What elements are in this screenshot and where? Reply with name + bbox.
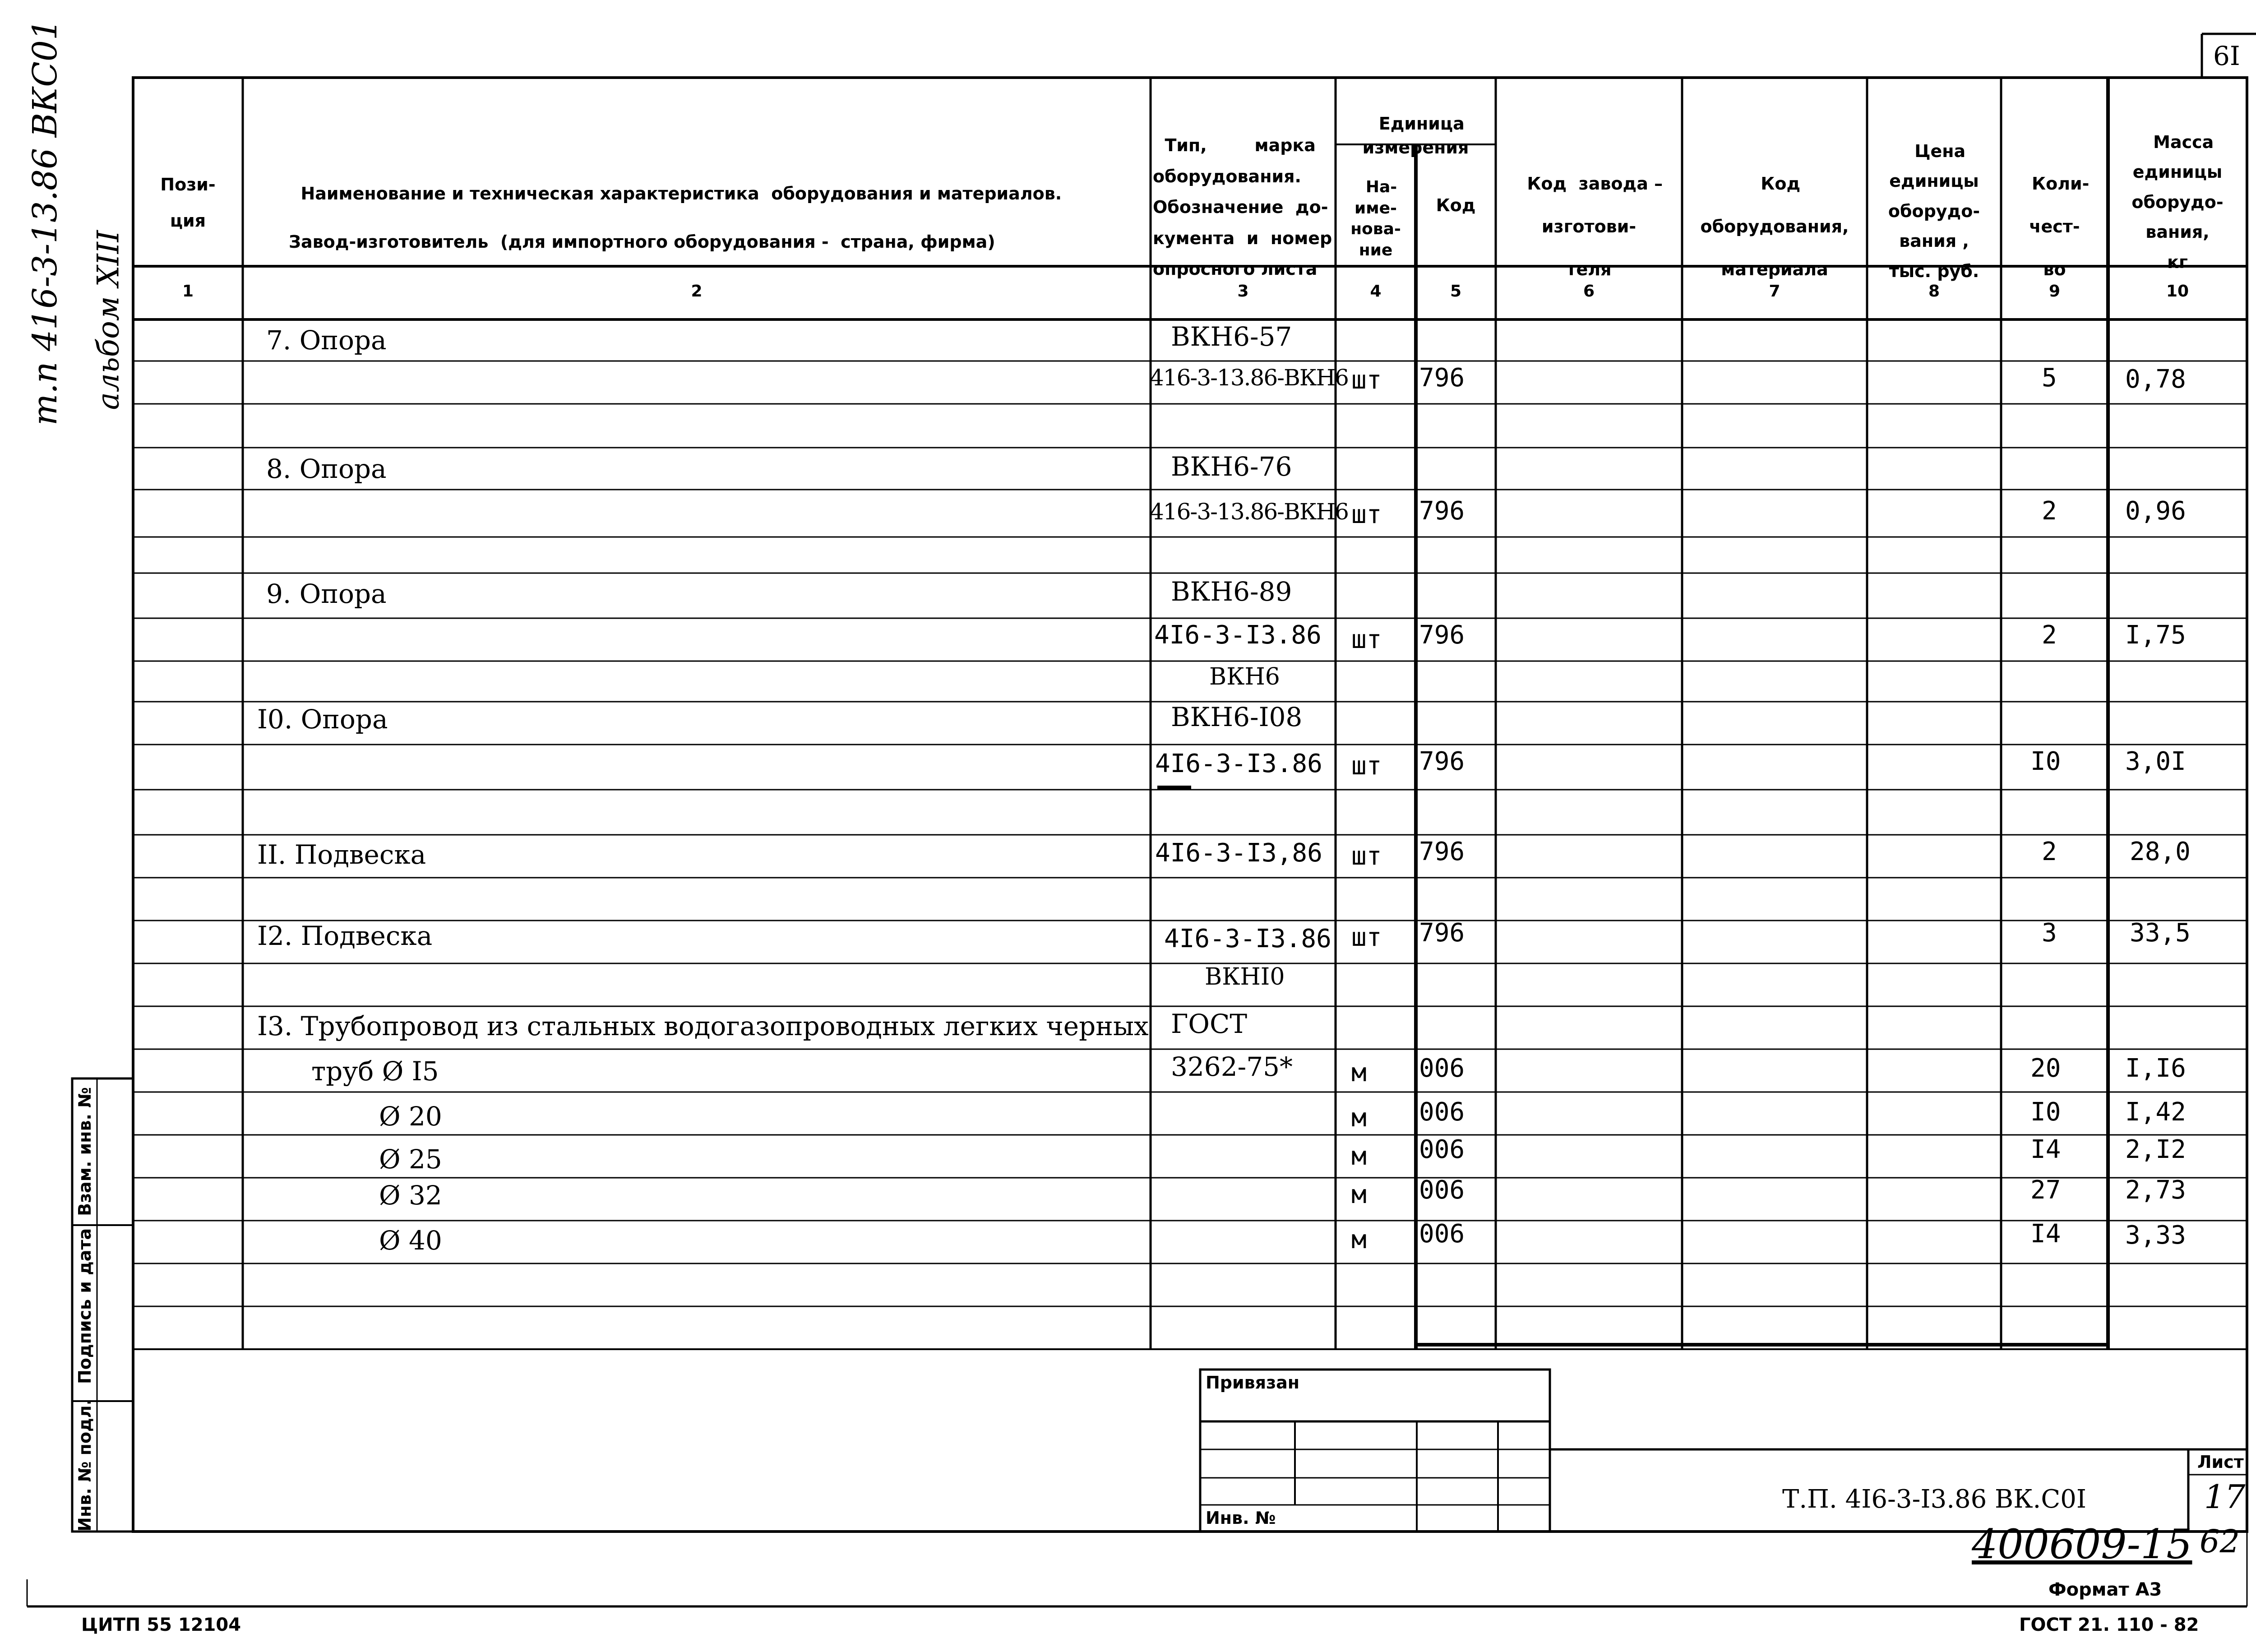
row-unit: шт — [1351, 500, 1382, 529]
row-type: 416-3-13.86-ВКН6 — [1150, 365, 1348, 391]
row-name: I3. Трубопровод из стальных водогазопроводных легких черных — [257, 1011, 1149, 1041]
handwritten-archive-code: 400609-15 — [1972, 1521, 2192, 1568]
row-name: Ø 25 — [379, 1144, 442, 1175]
header-col-3: Тип, марка оборудования. Обозначение до- кумента и номер опросного листа — [1153, 135, 1332, 279]
row-unit: шт — [1351, 842, 1382, 871]
side-label-podpis: Подпись и дата — [75, 1228, 95, 1384]
row-code: 796 — [1419, 496, 1465, 526]
row-mass: I,I6 — [2125, 1054, 2186, 1083]
row-name: Ø 20 — [379, 1101, 442, 1132]
row-name: I0. Опора — [257, 704, 388, 735]
row-code: 796 — [1419, 918, 1465, 948]
row-unit: м — [1351, 1180, 1367, 1209]
row-code: 006 — [1419, 1054, 1465, 1083]
row-name: 9. Опора — [266, 578, 387, 609]
colnum-4: 4 — [1370, 282, 1382, 301]
footer-format: Формат А3 — [2048, 1579, 2162, 1600]
row-mass: 33,5 — [2130, 918, 2191, 948]
row-qty: 2 — [2042, 837, 2057, 866]
row-name: 7. Опора — [266, 325, 387, 356]
row-unit: шт — [1351, 366, 1382, 395]
row-qty: 3 — [2042, 918, 2057, 948]
header-col-6: Код завода – изготови- теля — [1527, 174, 1663, 279]
stamp-list-label: Лист — [2197, 1452, 2244, 1472]
colnum-5: 5 — [1450, 282, 1462, 301]
row-type: ВКНI0 — [1205, 963, 1285, 990]
side-handwritten-project: т.п 416-3-13.86 ВКС01 — [26, 19, 65, 426]
row-qty: 2 — [2042, 496, 2057, 526]
row-type: 4I6-3-I3.86 — [1155, 749, 1322, 778]
row-qty: I0 — [2030, 747, 2061, 776]
row-name: Ø 40 — [379, 1225, 442, 1256]
row-name: II. Подвеска — [257, 839, 426, 870]
row-type: 4I6-3-I3.86 — [1154, 620, 1322, 650]
row-mass: I,42 — [2125, 1097, 2186, 1127]
row-mass: 0,96 — [2125, 496, 2186, 526]
row-type: 416-3-13.86-ВКН6 — [1150, 499, 1348, 525]
footer-gost: ГОСТ 21. 110 - 82 — [2019, 1615, 2199, 1635]
handwritten-page: 62 — [2200, 1523, 2240, 1560]
side-handwritten-album: альбом XIII — [91, 230, 126, 410]
row-name: 8. Опора — [266, 453, 387, 484]
row-name: Ø 32 — [379, 1180, 442, 1211]
header-col-2: Наименование и техническая характеристика оборудования и материалов. Завод-изготовитель (для импортного оборудования - страна, фирма) — [289, 184, 1062, 252]
row-unit: м — [1351, 1103, 1367, 1133]
row-name: труб Ø I5 — [311, 1056, 439, 1087]
row-type: ВКН6-I08 — [1171, 702, 1303, 732]
header-col-10: Масса единицы оборудо- вания, кг — [2131, 132, 2224, 272]
row-type: ВКН6 — [1209, 663, 1280, 690]
row-name: I2. Подвеска — [257, 921, 433, 951]
stamp-list-number: 17 — [2204, 1478, 2246, 1516]
row-type: 3262-75* — [1171, 1051, 1293, 1082]
row-type: ВКН6-76 — [1171, 451, 1292, 482]
colnum-6: 6 — [1583, 282, 1595, 301]
row-qty: I4 — [2030, 1135, 2061, 1164]
row-unit: м — [1351, 1225, 1367, 1254]
stamp-inv-no: Инв. № — [1206, 1508, 1276, 1528]
row-mass: I,75 — [2125, 620, 2186, 650]
header-col-5: Код — [1436, 195, 1476, 215]
colnum-7: 7 — [1769, 282, 1780, 301]
side-label-vzam: Взам. инв. № — [75, 1087, 95, 1216]
row-qty: 27 — [2030, 1175, 2061, 1205]
side-label-inv: Инв. № подл. — [75, 1398, 95, 1532]
row-type: ГОСТ — [1171, 1009, 1248, 1039]
row-code: 796 — [1419, 363, 1465, 393]
header-col-4: На- име- нова- ние — [1350, 177, 1401, 260]
row-mass: 2,I2 — [2125, 1135, 2186, 1164]
row-code: 006 — [1419, 1097, 1465, 1127]
row-qty: 5 — [2042, 363, 2057, 393]
row-code: 796 — [1419, 837, 1465, 866]
header-col-1: Пози- ция — [160, 174, 216, 231]
colnum-3: 3 — [1237, 282, 1249, 301]
colnum-10: 10 — [2166, 282, 2189, 301]
sheet-tab-number: 6I — [2213, 41, 2240, 71]
row-mass: 3,33 — [2125, 1221, 2186, 1250]
row-code: 796 — [1419, 747, 1465, 776]
row-code: 006 — [1419, 1175, 1465, 1205]
row-type: ВКН6-57 — [1171, 321, 1292, 352]
row-qty: I4 — [2030, 1219, 2061, 1249]
row-unit: м — [1351, 1142, 1367, 1171]
row-mass: 0,78 — [2125, 365, 2186, 394]
header-col-9: Коли- чест- во — [2029, 174, 2090, 279]
stamp-doc-code: Т.П. 4I6-3-I3.86 ВК.С0I — [1782, 1485, 2086, 1514]
colnum-9: 9 — [2048, 282, 2061, 301]
row-code: 006 — [1419, 1219, 1465, 1249]
row-unit: шт — [1351, 923, 1382, 952]
colnum-2: 2 — [691, 282, 703, 301]
row-qty: 2 — [2042, 620, 2057, 650]
stamp-privyazan: Привязан — [1206, 1373, 1300, 1393]
row-unit: шт — [1351, 625, 1382, 654]
row-unit: м — [1351, 1058, 1367, 1087]
colnum-8: 8 — [1928, 282, 1940, 301]
row-unit: шт — [1351, 751, 1382, 781]
row-mass: 28,0 — [2130, 837, 2191, 866]
header-col-7: Код оборудования, материала — [1700, 174, 1849, 279]
footer-citp: ЦИТП 55 12104 — [81, 1615, 241, 1635]
row-code: 796 — [1419, 620, 1465, 650]
header-col-8: Цена единицы оборудо- вания , тыс. руб. — [1888, 141, 1980, 281]
row-type: ВКН6-89 — [1171, 576, 1292, 607]
header-unit-group: Единица измерения — [1362, 114, 1469, 158]
row-type: 4I6-3-I3,86 — [1155, 838, 1322, 868]
row-qty: I0 — [2030, 1097, 2061, 1127]
row-type: 4I6-3-I3.86 — [1164, 924, 1331, 953]
row-mass: 3,0I — [2125, 747, 2186, 776]
colnum-1: 1 — [182, 282, 194, 301]
row-code: 006 — [1419, 1135, 1465, 1164]
row-mass: 2,73 — [2125, 1175, 2186, 1205]
row-qty: 20 — [2030, 1054, 2061, 1083]
